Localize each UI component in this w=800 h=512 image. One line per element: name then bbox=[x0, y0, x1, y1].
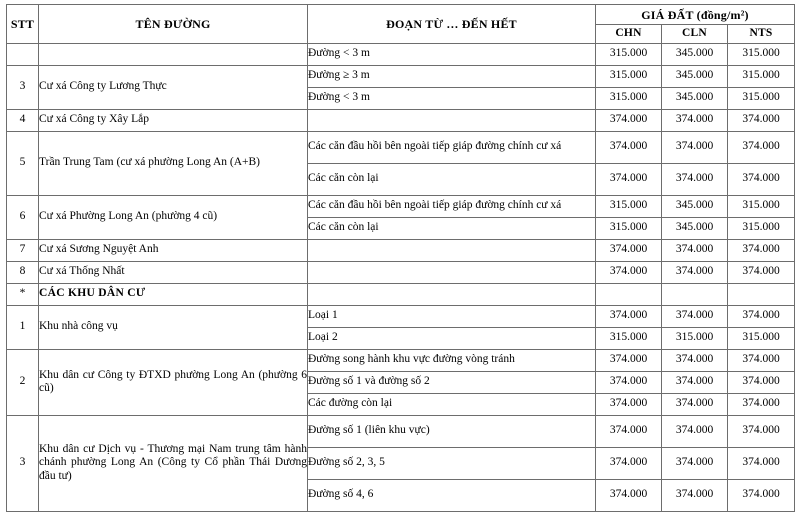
cell-street-name: Khu dân cư Công ty ĐTXD phường Long An (phường 6 cũ) bbox=[39, 349, 308, 415]
cell-segment: Đường < 3 m bbox=[308, 43, 596, 65]
cell-street-name: Khu dân cư Dịch vụ - Thương mại Nam trung tâm hành chánh phường Long An (Công ty Cổ phần Thái Dương đầu tư) bbox=[39, 415, 308, 511]
cell-stt: 7 bbox=[7, 239, 39, 261]
cell-segment: Đường < 3 m bbox=[308, 87, 596, 109]
column-header-chn: CHN bbox=[596, 25, 662, 44]
cell-price-cln: 315.000 bbox=[662, 327, 728, 349]
cell-segment: Loại 2 bbox=[308, 327, 596, 349]
cell-price-chn: 315.000 bbox=[596, 327, 662, 349]
cell-price-chn: 315.000 bbox=[596, 87, 662, 109]
cell-price-cln: 345.000 bbox=[662, 217, 728, 239]
cell-price-cln: 345.000 bbox=[662, 87, 728, 109]
cell-street-name: Cư xá Công ty Xây Lắp bbox=[39, 109, 308, 131]
cell-price-chn: 315.000 bbox=[596, 217, 662, 239]
cell-price-cln: 374.000 bbox=[662, 349, 728, 371]
table-row bbox=[7, 131, 795, 163]
table-row bbox=[7, 239, 795, 261]
cell-price-cln: 374.000 bbox=[662, 131, 728, 163]
table-row bbox=[7, 109, 795, 131]
cell-price-cln: 374.000 bbox=[662, 305, 728, 327]
cell-price-cln: 374.000 bbox=[662, 479, 728, 511]
cell-price-nts: 315.000 bbox=[728, 43, 795, 65]
table-row bbox=[7, 195, 795, 217]
cell-segment: Loại 1 bbox=[308, 305, 596, 327]
cell-price-nts: 315.000 bbox=[728, 217, 795, 239]
cell-segment: Các căn còn lại bbox=[308, 163, 596, 195]
cell-price-nts: 315.000 bbox=[728, 87, 795, 109]
cell-price-chn: 315.000 bbox=[596, 65, 662, 87]
cell-stt: 5 bbox=[7, 131, 39, 195]
cell-section-title: CÁC KHU DÂN CƯ bbox=[39, 283, 308, 305]
cell-street-name bbox=[39, 43, 308, 65]
cell-price-nts: 374.000 bbox=[728, 479, 795, 511]
cell-price-cln bbox=[662, 283, 728, 305]
cell-price-chn: 374.000 bbox=[596, 393, 662, 415]
cell-price-nts: 374.000 bbox=[728, 239, 795, 261]
cell-price-cln: 374.000 bbox=[662, 415, 728, 447]
cell-segment bbox=[308, 239, 596, 261]
cell-price-chn bbox=[596, 283, 662, 305]
cell-price-chn: 374.000 bbox=[596, 131, 662, 163]
table-row bbox=[7, 349, 795, 371]
cell-price-cln: 374.000 bbox=[662, 109, 728, 131]
cell-price-cln: 345.000 bbox=[662, 195, 728, 217]
cell-stt: 1 bbox=[7, 305, 39, 349]
cell-street-name: Cư xá Thống Nhất bbox=[39, 261, 308, 283]
cell-price-nts: 374.000 bbox=[728, 447, 795, 479]
cell-price-nts: 315.000 bbox=[728, 65, 795, 87]
cell-price-cln: 374.000 bbox=[662, 163, 728, 195]
table-row bbox=[7, 305, 795, 327]
cell-price-nts: 315.000 bbox=[728, 195, 795, 217]
cell-segment: Đường số 1 và đường số 2 bbox=[308, 371, 596, 393]
cell-price-cln: 374.000 bbox=[662, 261, 728, 283]
cell-price-cln: 374.000 bbox=[662, 371, 728, 393]
cell-price-nts: 374.000 bbox=[728, 415, 795, 447]
table-row bbox=[7, 261, 795, 283]
column-header-stt: STT bbox=[7, 5, 39, 44]
cell-segment: Đường ≥ 3 m bbox=[308, 65, 596, 87]
table-header bbox=[7, 5, 795, 44]
cell-segment: Các đường còn lại bbox=[308, 393, 596, 415]
cell-price-chn: 374.000 bbox=[596, 349, 662, 371]
cell-price-cln: 374.000 bbox=[662, 239, 728, 261]
cell-price-chn: 315.000 bbox=[596, 195, 662, 217]
cell-street-name: Cư xá Phường Long An (phường 4 cũ) bbox=[39, 195, 308, 239]
table-row bbox=[7, 65, 795, 87]
cell-price-chn: 374.000 bbox=[596, 415, 662, 447]
cell-price-chn: 374.000 bbox=[596, 371, 662, 393]
cell-price-nts: 374.000 bbox=[728, 163, 795, 195]
cell-stt bbox=[7, 43, 39, 65]
cell-price-chn: 374.000 bbox=[596, 447, 662, 479]
table-section-row bbox=[7, 283, 795, 305]
table-row bbox=[7, 415, 795, 447]
cell-price-nts: 374.000 bbox=[728, 305, 795, 327]
cell-price-nts: 315.000 bbox=[728, 327, 795, 349]
cell-street-name: Khu nhà công vụ bbox=[39, 305, 308, 349]
cell-street-name: Trần Trung Tam (cư xá phường Long An (A+B) bbox=[39, 131, 308, 195]
cell-price-chn: 374.000 bbox=[596, 239, 662, 261]
cell-street-name: Cư xá Công ty Lương Thực bbox=[39, 65, 308, 109]
cell-price-cln: 345.000 bbox=[662, 65, 728, 87]
column-header-segment: ĐOẠN TỪ … ĐẾN HẾT bbox=[308, 5, 596, 44]
cell-stt: 8 bbox=[7, 261, 39, 283]
cell-price-chn: 374.000 bbox=[596, 479, 662, 511]
land-price-table bbox=[6, 4, 795, 512]
cell-stt: * bbox=[7, 283, 39, 305]
cell-price-chn: 374.000 bbox=[596, 261, 662, 283]
cell-street-name: Cư xá Sương Nguyệt Anh bbox=[39, 239, 308, 261]
cell-segment bbox=[308, 109, 596, 131]
cell-stt: 2 bbox=[7, 349, 39, 415]
cell-price-nts: 374.000 bbox=[728, 349, 795, 371]
cell-price-cln: 374.000 bbox=[662, 393, 728, 415]
cell-segment bbox=[308, 261, 596, 283]
column-header-cln: CLN bbox=[662, 25, 728, 44]
cell-price-chn: 374.000 bbox=[596, 109, 662, 131]
table-row bbox=[7, 43, 795, 65]
cell-stt: 4 bbox=[7, 109, 39, 131]
cell-segment bbox=[308, 283, 596, 305]
cell-price-nts: 374.000 bbox=[728, 261, 795, 283]
table-body bbox=[7, 43, 795, 511]
cell-price-nts: 374.000 bbox=[728, 109, 795, 131]
cell-price-nts bbox=[728, 283, 795, 305]
cell-stt: 6 bbox=[7, 195, 39, 239]
cell-segment: Đường số 1 (liên khu vực) bbox=[308, 415, 596, 447]
cell-segment: Đường số 4, 6 bbox=[308, 479, 596, 511]
cell-price-nts: 374.000 bbox=[728, 371, 795, 393]
cell-price-nts: 374.000 bbox=[728, 131, 795, 163]
cell-price-chn: 315.000 bbox=[596, 43, 662, 65]
cell-segment: Đường số 2, 3, 5 bbox=[308, 447, 596, 479]
cell-price-cln: 345.000 bbox=[662, 43, 728, 65]
cell-segment: Các căn đầu hồi bên ngoài tiếp giáp đường chính cư xá bbox=[308, 195, 596, 217]
cell-price-cln: 374.000 bbox=[662, 447, 728, 479]
column-header-nts: NTS bbox=[728, 25, 795, 44]
cell-segment: Các căn còn lại bbox=[308, 217, 596, 239]
cell-segment: Đường song hành khu vực đường vòng tránh bbox=[308, 349, 596, 371]
cell-segment: Các căn đầu hồi bên ngoài tiếp giáp đường chính cư xá bbox=[308, 131, 596, 163]
header-row-main bbox=[7, 5, 795, 25]
column-header-land-price: GIÁ ĐẤT (đồng/m²) bbox=[596, 5, 795, 25]
column-header-street-name: TÊN ĐƯỜNG bbox=[39, 5, 308, 44]
cell-stt: 3 bbox=[7, 415, 39, 511]
cell-price-chn: 374.000 bbox=[596, 163, 662, 195]
cell-price-chn: 374.000 bbox=[596, 305, 662, 327]
cell-price-nts: 374.000 bbox=[728, 393, 795, 415]
cell-stt: 3 bbox=[7, 65, 39, 109]
